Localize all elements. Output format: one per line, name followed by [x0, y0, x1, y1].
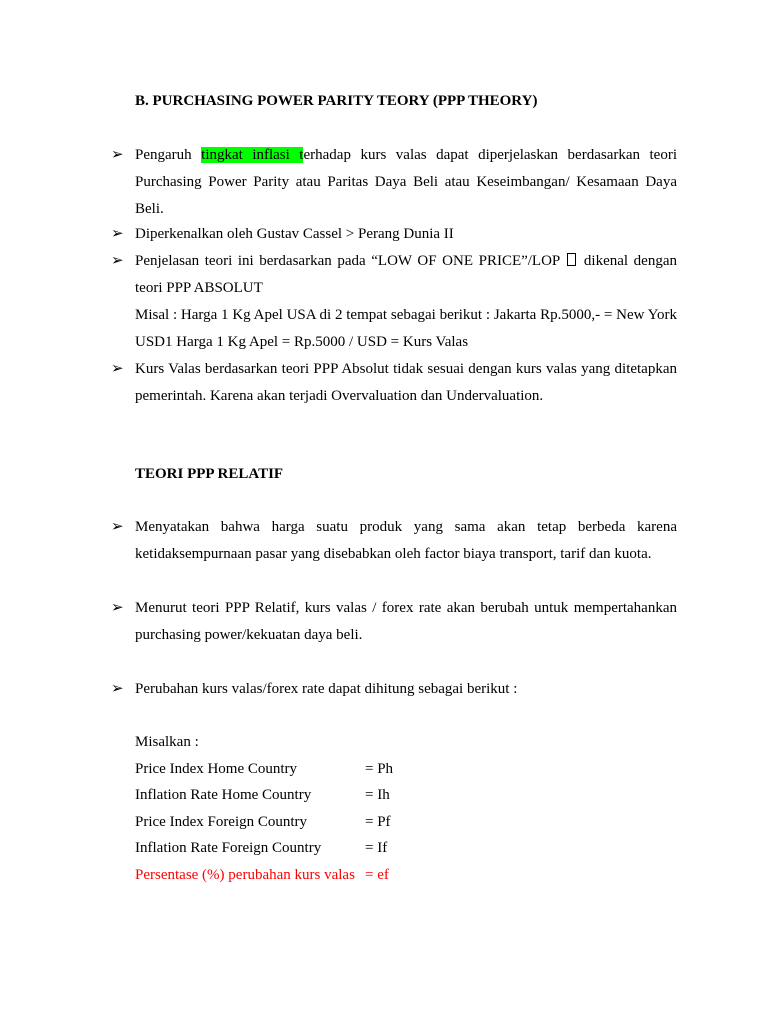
- misalkan-label: Misalkan :: [135, 734, 199, 750]
- bullet-lop-paragraph: Penjelasan teori ini berdasarkan pada “LOW OF ONE PRICE”/LOP dikenal dengan teori PPP ABSOLUT: [135, 253, 677, 296]
- bullet-relatif-3-paragraph: Perubahan kurs valas/forex rate dapat dihitung sebagai berikut :: [135, 681, 518, 697]
- bullet-arrow-icon: ➢: [111, 361, 124, 377]
- definition-row-red: Persentase (%) perubahan kurs valas = ef: [135, 867, 389, 883]
- bullet-arrow-icon: ➢: [111, 519, 124, 535]
- definition-row: Price Index Home Country = Ph: [135, 761, 394, 777]
- bullet-inflation-paragraph: Pengaruh tingkat inflasi terhadap kurs valas dapat diperjelaskan berdasarkan teori Purchasing Power Parity atau Paritas Daya Beli atau Keseimbangan/ Kesamaan Daya Beli.: [135, 147, 677, 217]
- bullet-absolut-paragraph: Kurs Valas berdasarkan teori PPP Absolut tidak sesuai dengan kurs valas yang ditetapkan pemerintah. Karena akan terjadi Overvaluation dan Undervaluation.: [135, 361, 677, 404]
- missing-glyph-box-icon: [567, 253, 576, 266]
- definition-row: Inflation Rate Home Country = Ih: [135, 787, 390, 803]
- section-b-title: B. PURCHASING POWER PARITY TEORY (PPP THEORY): [135, 93, 538, 109]
- example-paragraph: Misal : Harga 1 Kg Apel USA di 2 tempat sebagai berikut : Jakarta Rp.5000,- = New York USD1 Harga 1 Kg Apel = Rp.5000 / USD = Kurs Valas: [135, 307, 677, 350]
- bullet-relatif-1-paragraph: Menyatakan bahwa harga suatu produk yang sama akan tetap berbeda karena ketidaksempurnaan pasar yang disebabkan oleh factor biaya transport, tarif dan kuota.: [135, 519, 677, 562]
- definition-row: Inflation Rate Foreign Country = If: [135, 840, 388, 856]
- section-relatif-title: TEORI PPP RELATIF: [135, 466, 284, 482]
- bullet-arrow-icon: ➢: [111, 600, 124, 616]
- bullet-arrow-icon: ➢: [111, 681, 124, 697]
- bullet-cassel-paragraph: Diperkenalkan oleh Gustav Cassel > Perang Dunia II: [135, 226, 454, 242]
- bullet-arrow-icon: ➢: [111, 147, 124, 163]
- bullet-relatif-2-paragraph: Menurut teori PPP Relatif, kurs valas / forex rate akan berubah untuk mempertahankan purchasing power/kekuatan daya beli.: [135, 600, 677, 643]
- definition-row: Price Index Foreign Country = Pf: [135, 814, 391, 830]
- highlighted-text: tingkat inflasi t: [201, 147, 304, 163]
- bullet-arrow-icon: ➢: [111, 253, 124, 269]
- bullet-arrow-icon: ➢: [111, 226, 124, 242]
